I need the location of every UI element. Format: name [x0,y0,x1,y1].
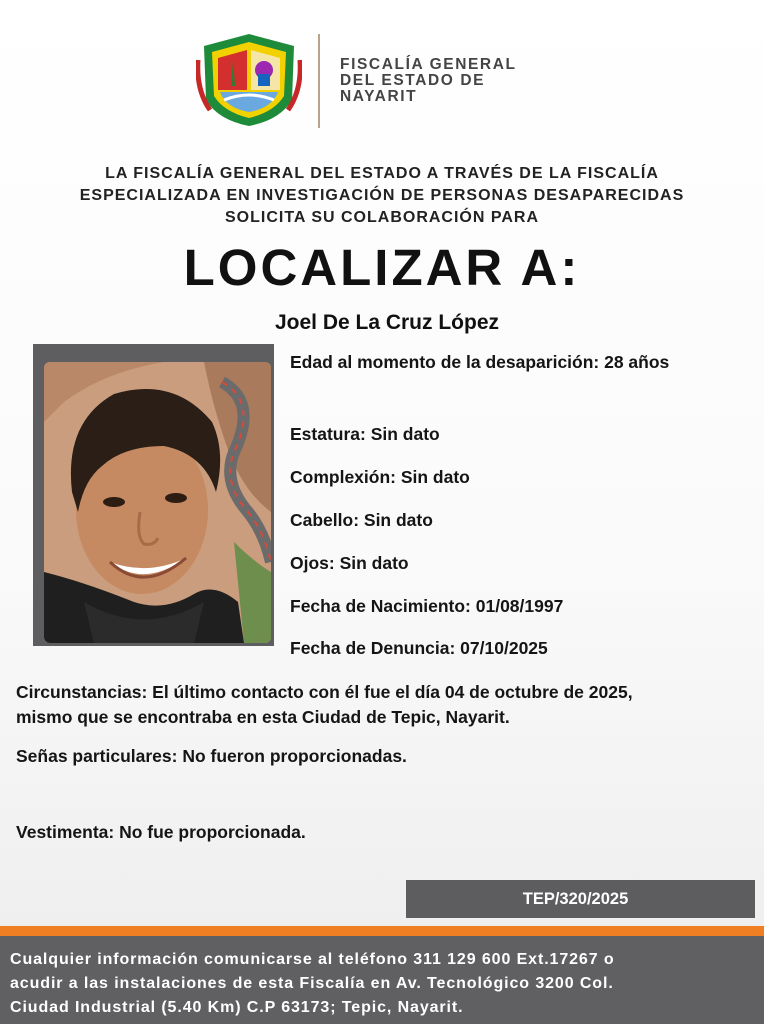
agency-line-3: NAYARIT [340,88,418,105]
field-estatura: Estatura: Sin dato [290,424,440,444]
field-cabello: Cabello: Sin dato [290,510,433,530]
field-complexion: Complexión: Sin dato [290,467,470,487]
field-ojos: Ojos: Sin dato [290,553,409,573]
intro-text [0,163,764,229]
footer-line-1: Cualquier información comunicarse al teléfono 311 129 600 Ext.17267 o [10,951,615,968]
agency-line-1: FISCALÍA GENERAL [340,56,517,73]
field-fecha-denuncia: Fecha de Denuncia: 07/10/2025 [290,638,548,658]
contact-footer [0,936,764,1024]
case-number: TEP/320/2025 [522,890,629,908]
field-fecha-nacimiento: Fecha de Nacimiento: 01/08/1997 [290,596,564,616]
footer-line-3: Ciudad Industrial (5.40 Km) C.P 63173; Tepic, Nayarit. [10,999,464,1016]
circunstancias-line-2: mismo que se encontraba en esta Ciudad de Tepic, Nayarit. [16,707,510,727]
accent-band [0,926,764,936]
intro-line-3: SOLICITA SU COLABORACIÓN PARA [224,209,540,226]
headline: LOCALIZAR A: [183,239,581,296]
agency-line-2: DEL ESTADO DE [340,72,486,89]
footer-line-2: acudir a las instalaciones de esta Fiscalía en Av. Tecnológico 3200 Col. [10,975,614,992]
header-divider [318,34,320,128]
vestimenta: Vestimenta: No fue proporcionada. [16,822,306,842]
field-edad: Edad al momento de la desaparición: 28 años [290,352,670,372]
missing-person-photo [44,362,271,643]
circunstancias [16,680,633,730]
person-name: Joel De La Cruz López [274,311,500,334]
intro-line-1: LA FISCALÍA GENERAL DEL ESTADO A TRAVÉS DE LA FISCALÍA [105,165,659,182]
photo-frame [33,344,274,646]
header [0,30,764,130]
nayarit-state-seal-icon [196,30,302,128]
intro-line-2: ESPECIALIZADA EN INVESTIGACIÓN DE PERSONAS DESAPARECIDAS [79,187,685,204]
agency-name [340,57,517,105]
case-number-box [406,880,755,918]
senas-particulares: Señas particulares: No fueron proporcionadas. [16,746,407,766]
circunstancias-line-1: Circunstancias: El último contacto con él fue el día 04 de octubre de 2025, [16,682,633,702]
